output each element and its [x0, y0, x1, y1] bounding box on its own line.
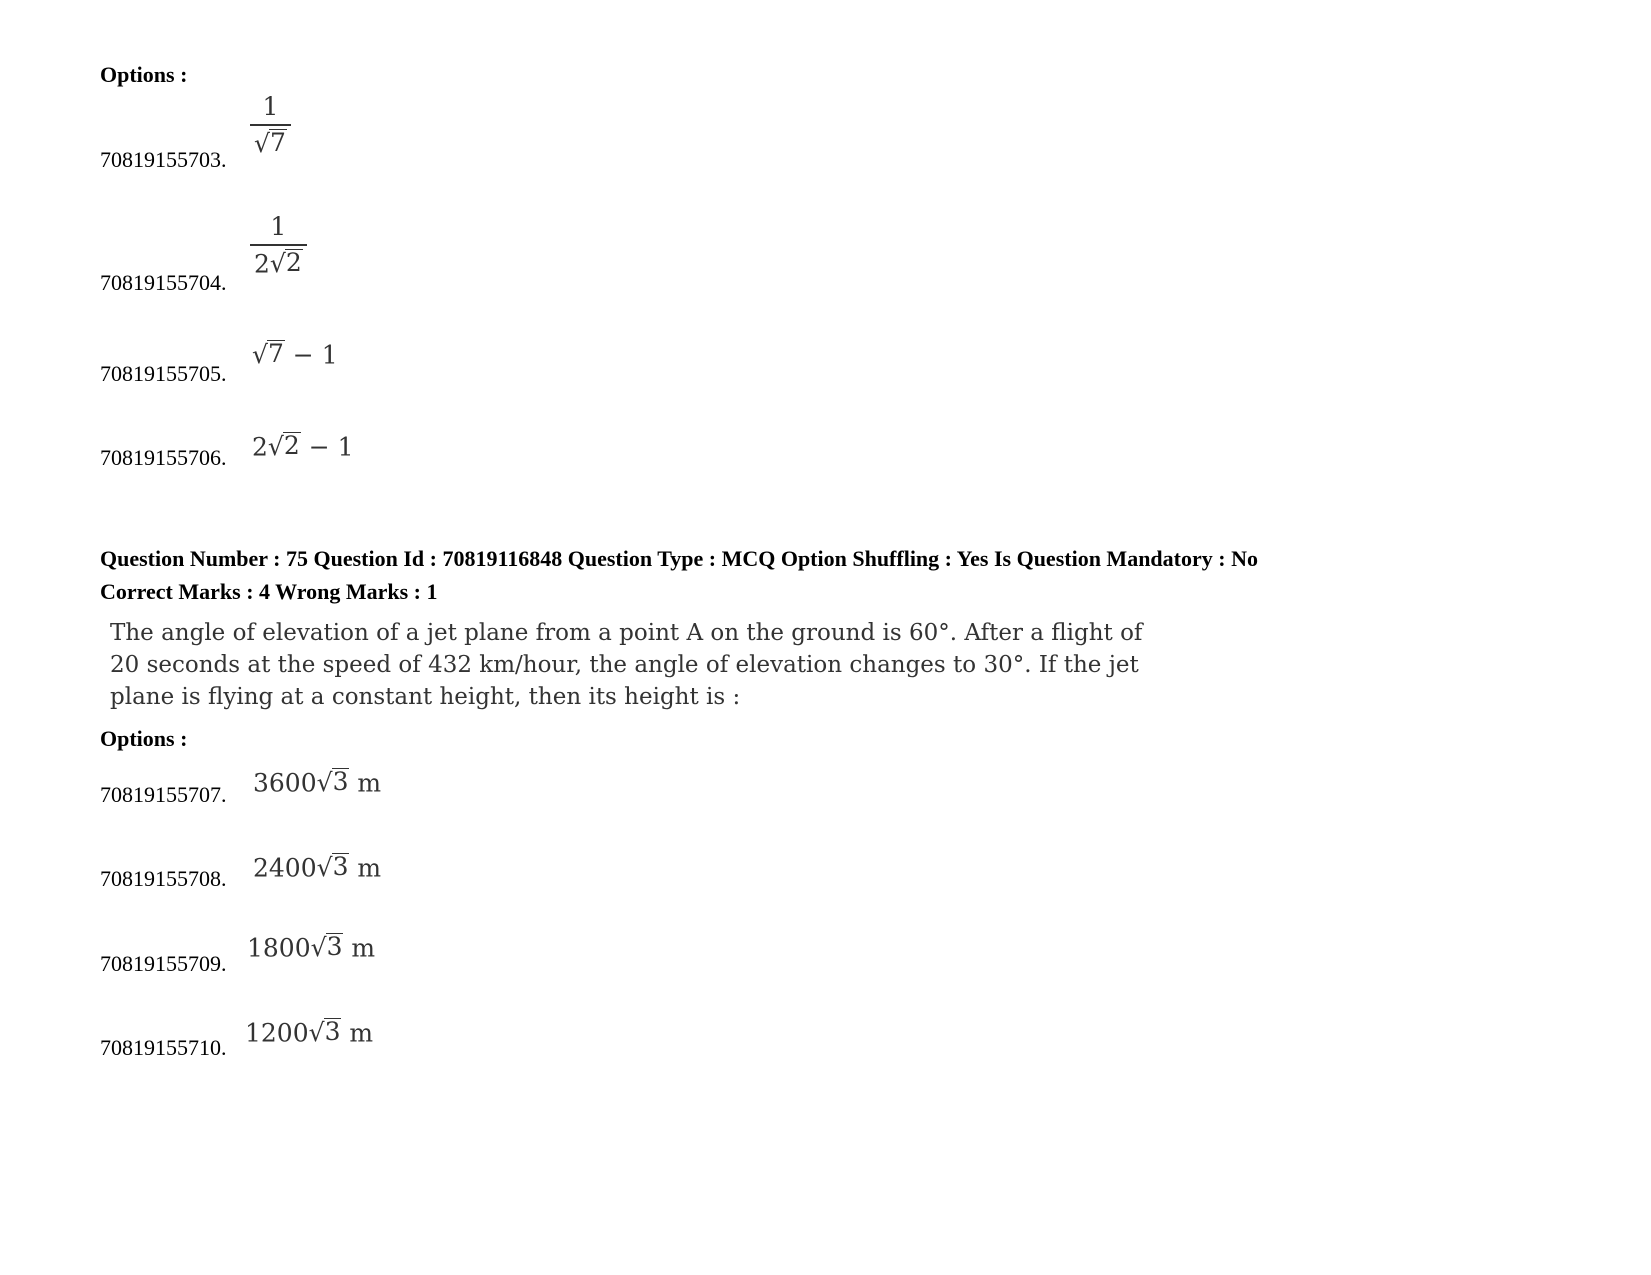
sqrt-symbol: √ — [316, 768, 333, 798]
radicand: 3 — [326, 932, 343, 961]
sqrt-symbol: √ — [310, 933, 327, 963]
radicand: 3 — [332, 767, 349, 796]
sqrt-symbol: √ — [252, 340, 268, 370]
option-fraction — [250, 212, 307, 278]
radicand: 2 — [283, 431, 300, 460]
question-text-line: plane is flying at a constant height, then its height is : — [110, 684, 741, 710]
radicand: 7 — [269, 128, 286, 157]
sqrt-symbol: √ — [267, 432, 284, 462]
option-id: 70819155710. — [100, 1035, 227, 1060]
sqrt-symbol: √ — [269, 249, 286, 279]
option-id: 70819155704. — [100, 270, 227, 295]
question-header: Question Number : 75 Question Id : 70819116848 Question Type : MCQ Option Shuffling : Yes Is Question Mandatory : No — [100, 546, 1258, 571]
unit: m — [357, 768, 382, 798]
option-fraction — [250, 92, 291, 158]
unit: m — [351, 933, 376, 963]
sqrt-symbol: √ — [316, 853, 333, 883]
expression-suffix: − 1 — [308, 432, 354, 462]
radicand: 7 — [267, 339, 284, 368]
question-text-line: The angle of elevation of a jet plane from a point A on the ground is 60°. After a flight of — [110, 620, 1143, 646]
fraction-numerator: 1 — [270, 212, 287, 241]
unit: m — [349, 1018, 374, 1048]
sqrt-symbol: √ — [308, 1018, 325, 1048]
coefficient: 1800 — [247, 933, 311, 963]
options-heading: Options : — [100, 726, 188, 751]
coefficient: 2400 — [253, 853, 317, 883]
option-id: 70819155705. — [100, 361, 227, 386]
option-expression — [252, 432, 354, 461]
radicand: 2 — [285, 248, 302, 277]
marks-line: Correct Marks : 4 Wrong Marks : 1 — [100, 579, 438, 604]
unit: m — [357, 853, 382, 883]
option-expression — [253, 768, 381, 797]
options-heading: Options : — [100, 62, 188, 87]
option-id: 70819155709. — [100, 951, 227, 976]
option-expression — [253, 853, 381, 882]
option-expression — [247, 933, 375, 962]
expression-suffix: − 1 — [292, 340, 338, 370]
option-id: 70819155703. — [100, 147, 227, 172]
fraction-numerator: 1 — [262, 92, 279, 121]
question-text — [110, 617, 1170, 713]
question-text-line: 20 seconds at the speed of 432 km/hour, the angle of elevation changes to 30°. If the jet — [110, 652, 1139, 678]
coefficient: 2 — [254, 249, 270, 279]
option-id: 70819155707. — [100, 782, 227, 807]
sqrt-symbol: √ — [254, 129, 270, 159]
option-expression — [245, 1018, 373, 1047]
coefficient: 2 — [252, 432, 268, 462]
coefficient: 1200 — [245, 1018, 309, 1048]
radicand: 3 — [332, 852, 349, 881]
option-id: 70819155706. — [100, 445, 227, 470]
coefficient: 3600 — [253, 768, 317, 798]
radicand: 3 — [324, 1017, 341, 1046]
option-expression — [252, 340, 338, 369]
option-id: 70819155708. — [100, 866, 227, 891]
